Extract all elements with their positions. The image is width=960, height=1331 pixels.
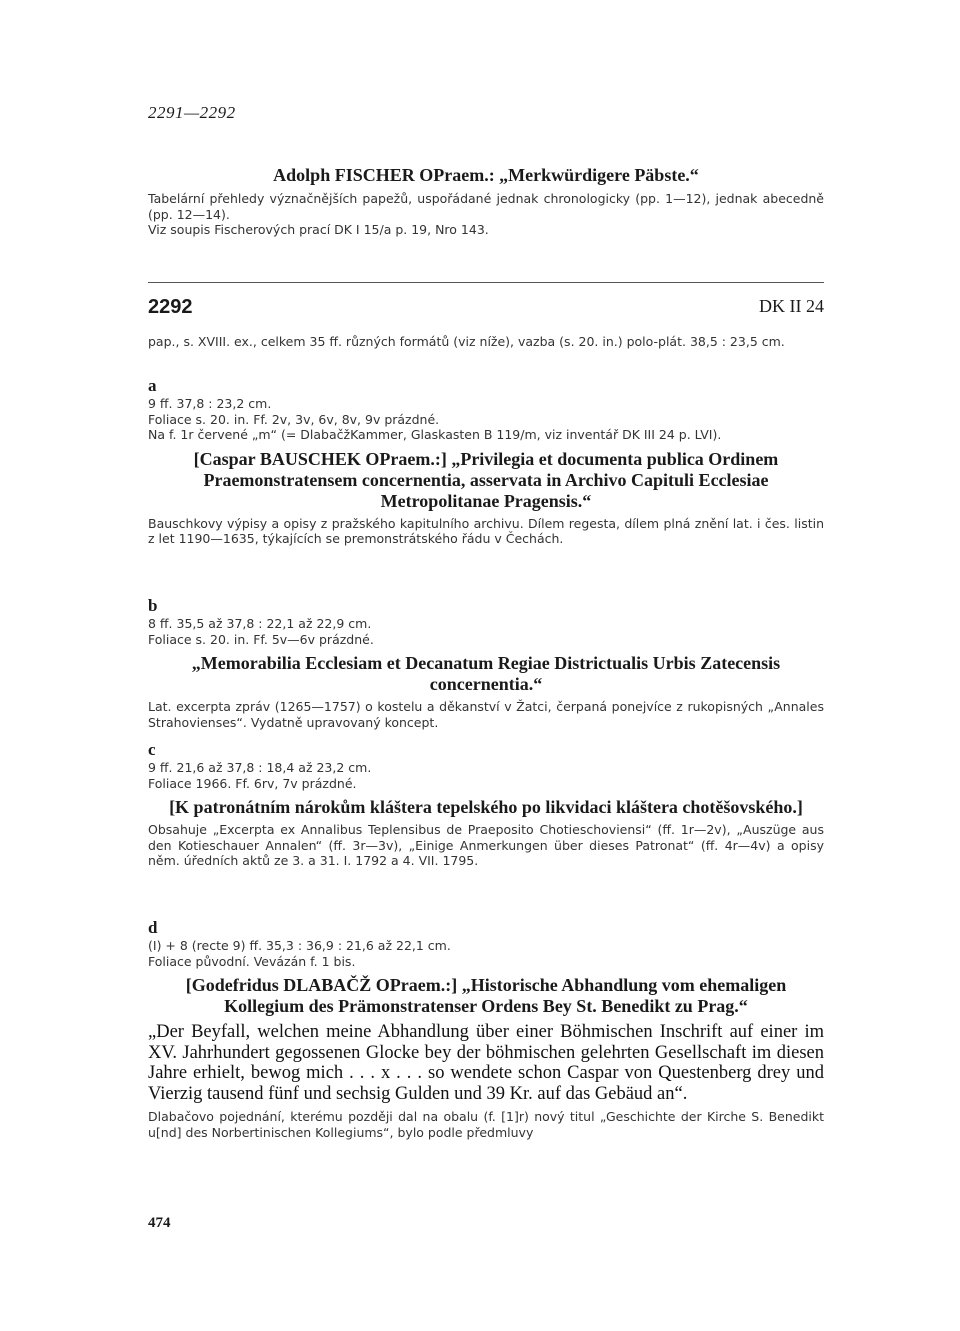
part-a-note: Na f. 1r červené „m“ (= DlabačžKammer, Glaskasten B 119/m, viz inventář DK III 24 p. LVI). [148,427,722,442]
part-b-title: „Memorabilia Ecclesiam et Decanatum Regiae Districtualis Urbis Zatecensis concernentia.“ [191,653,781,694]
fischer-description: Tabelární přehledy význačnějších papežů, uspořádané jednak chronologicky (pp. 1—12), jednak abecedně (pp. 12—14). [148,191,824,222]
part-a-foliation: Foliace s. 20. in. Ff. 2v, 3v, 6v, 8v, 9v prázdné. [148,411,440,427]
part-c-title: [K patronátním nárokům kláštera tepelského po likvidaci kláštera chotěšovského.] [169,797,803,817]
part-d-quote: „Der Beyfall, welchen meine Abhandlung über einer Böhmischen Inschrift auf einer im XV. Jahrhundert gegossenen Glocke bey der böhmischen gelehrten Gesellschaft im diesen Jahre erhielt, bewog mich . . . x . . . so wendete schon Caspar von Questenberg drey und Vierzig tausend fünf und sechsig Gulden und 39 Kr. auf das Gebäud an“. [148,1022,824,1104]
entry-description: pap., s. XVIII. ex., celkem 35 ff. různých formátů (viz níže), vazba (s. 20. in.) polo-plát. 38,5 : 23,5 cm. [148,334,785,349]
fischer-block [148,165,824,238]
part-c-letter: c [148,740,156,759]
part-d-title: [Godefridus DLABAČŽ OPraem.:] „Historische Abhandlung vom ehemaligen Kollegium des Prämonstratenser Ordens Bey St. Benedikt zu Prag.“ [185,975,787,1016]
part-a-letter: a [148,376,157,395]
part-d-foliation: Foliace původní. Vevázán f. 1 bis. [148,953,356,969]
part-d-extent: (I) + 8 (recte 9) ff. 35,3 : 36,9 : 21,6 až 22,1 cm. [148,938,451,953]
part-b [148,596,824,730]
part-a-description: Bauschkovy výpisy a opisy z pražského kapitulního archivu. Dílem regesta, dílem plná znění lat. i čes. listin z let 1190—1635, týkajících se premonstrátského řádu v Čechách. [148,515,824,546]
fischer-title: Adolph FISCHER OPraem.: „Merkwürdigere Päbste.“ [273,165,699,185]
section-divider [148,282,824,283]
entry-number: 2292 [148,296,193,318]
entry-signature: DK II 24 [759,296,824,316]
part-b-letter: b [148,596,158,615]
part-d [148,918,824,1140]
running-head: 2291—2292 [148,103,236,122]
part-b-description: Lat. excerpta zpráv (1265—1757) o kostelu a děkanství v Žatci, čerpaná ponejvíce z rukopisných „Annales Strahovienses“. Vydatně upravovaný koncept. [148,699,824,730]
part-c-extent: 9 ff. 21,6 až 37,8 : 18,4 až 23,2 cm. [148,760,372,775]
part-b-extent: 8 ff. 35,5 až 37,8 : 22,1 až 22,9 cm. [148,616,372,631]
part-d-description: Dlabačovo pojednání, kterému později dal na obalu (f. [1]r) nový titul „Geschichte der Kirche S. Benedikt u[nd] des Norbertinischen Kollegiums“, bylo podle předmluvy [148,1109,824,1140]
part-c-foliation: Foliace 1966. Ff. 6rv, 7v prázdné. [148,775,357,791]
page-number: 474 [148,1215,171,1231]
part-a-extent: 9 ff. 37,8 : 23,2 cm. [148,396,272,411]
part-c [148,740,824,869]
part-d-letter: d [148,918,158,937]
part-a-title: [Caspar BAUSCHEK OPraem.:] „Privilegia et documenta publica Ordinem Praemonstratensem concernentia, asservata in Archivo Capituli Ecclesiae Metropolitanae Pragensis.“ [193,448,779,511]
part-c-description: Obsahuje „Excerpta ex Annalibus Teplensibus de Praeposito Chotieschoviensi“ (ff. 1r—2v), „Auszüge aus den Kotieschauer Annalen“ (ff. 3r—3v), „Einige Anmerkungen über dieses Patronat“ (ff. 4r—4v) a opisy něm. úředních aktů ze 3. a 31. I. 1792 a 4. VII. 1795. [148,822,824,868]
part-b-foliation: Foliace s. 20. in. Ff. 5v—6v prázdné. [148,631,374,647]
entry-description-block [148,334,824,350]
part-a [148,376,824,547]
fischer-reference: Viz soupis Fischerových prací DK I 15/a p. 19, Nro 143. [148,222,489,237]
